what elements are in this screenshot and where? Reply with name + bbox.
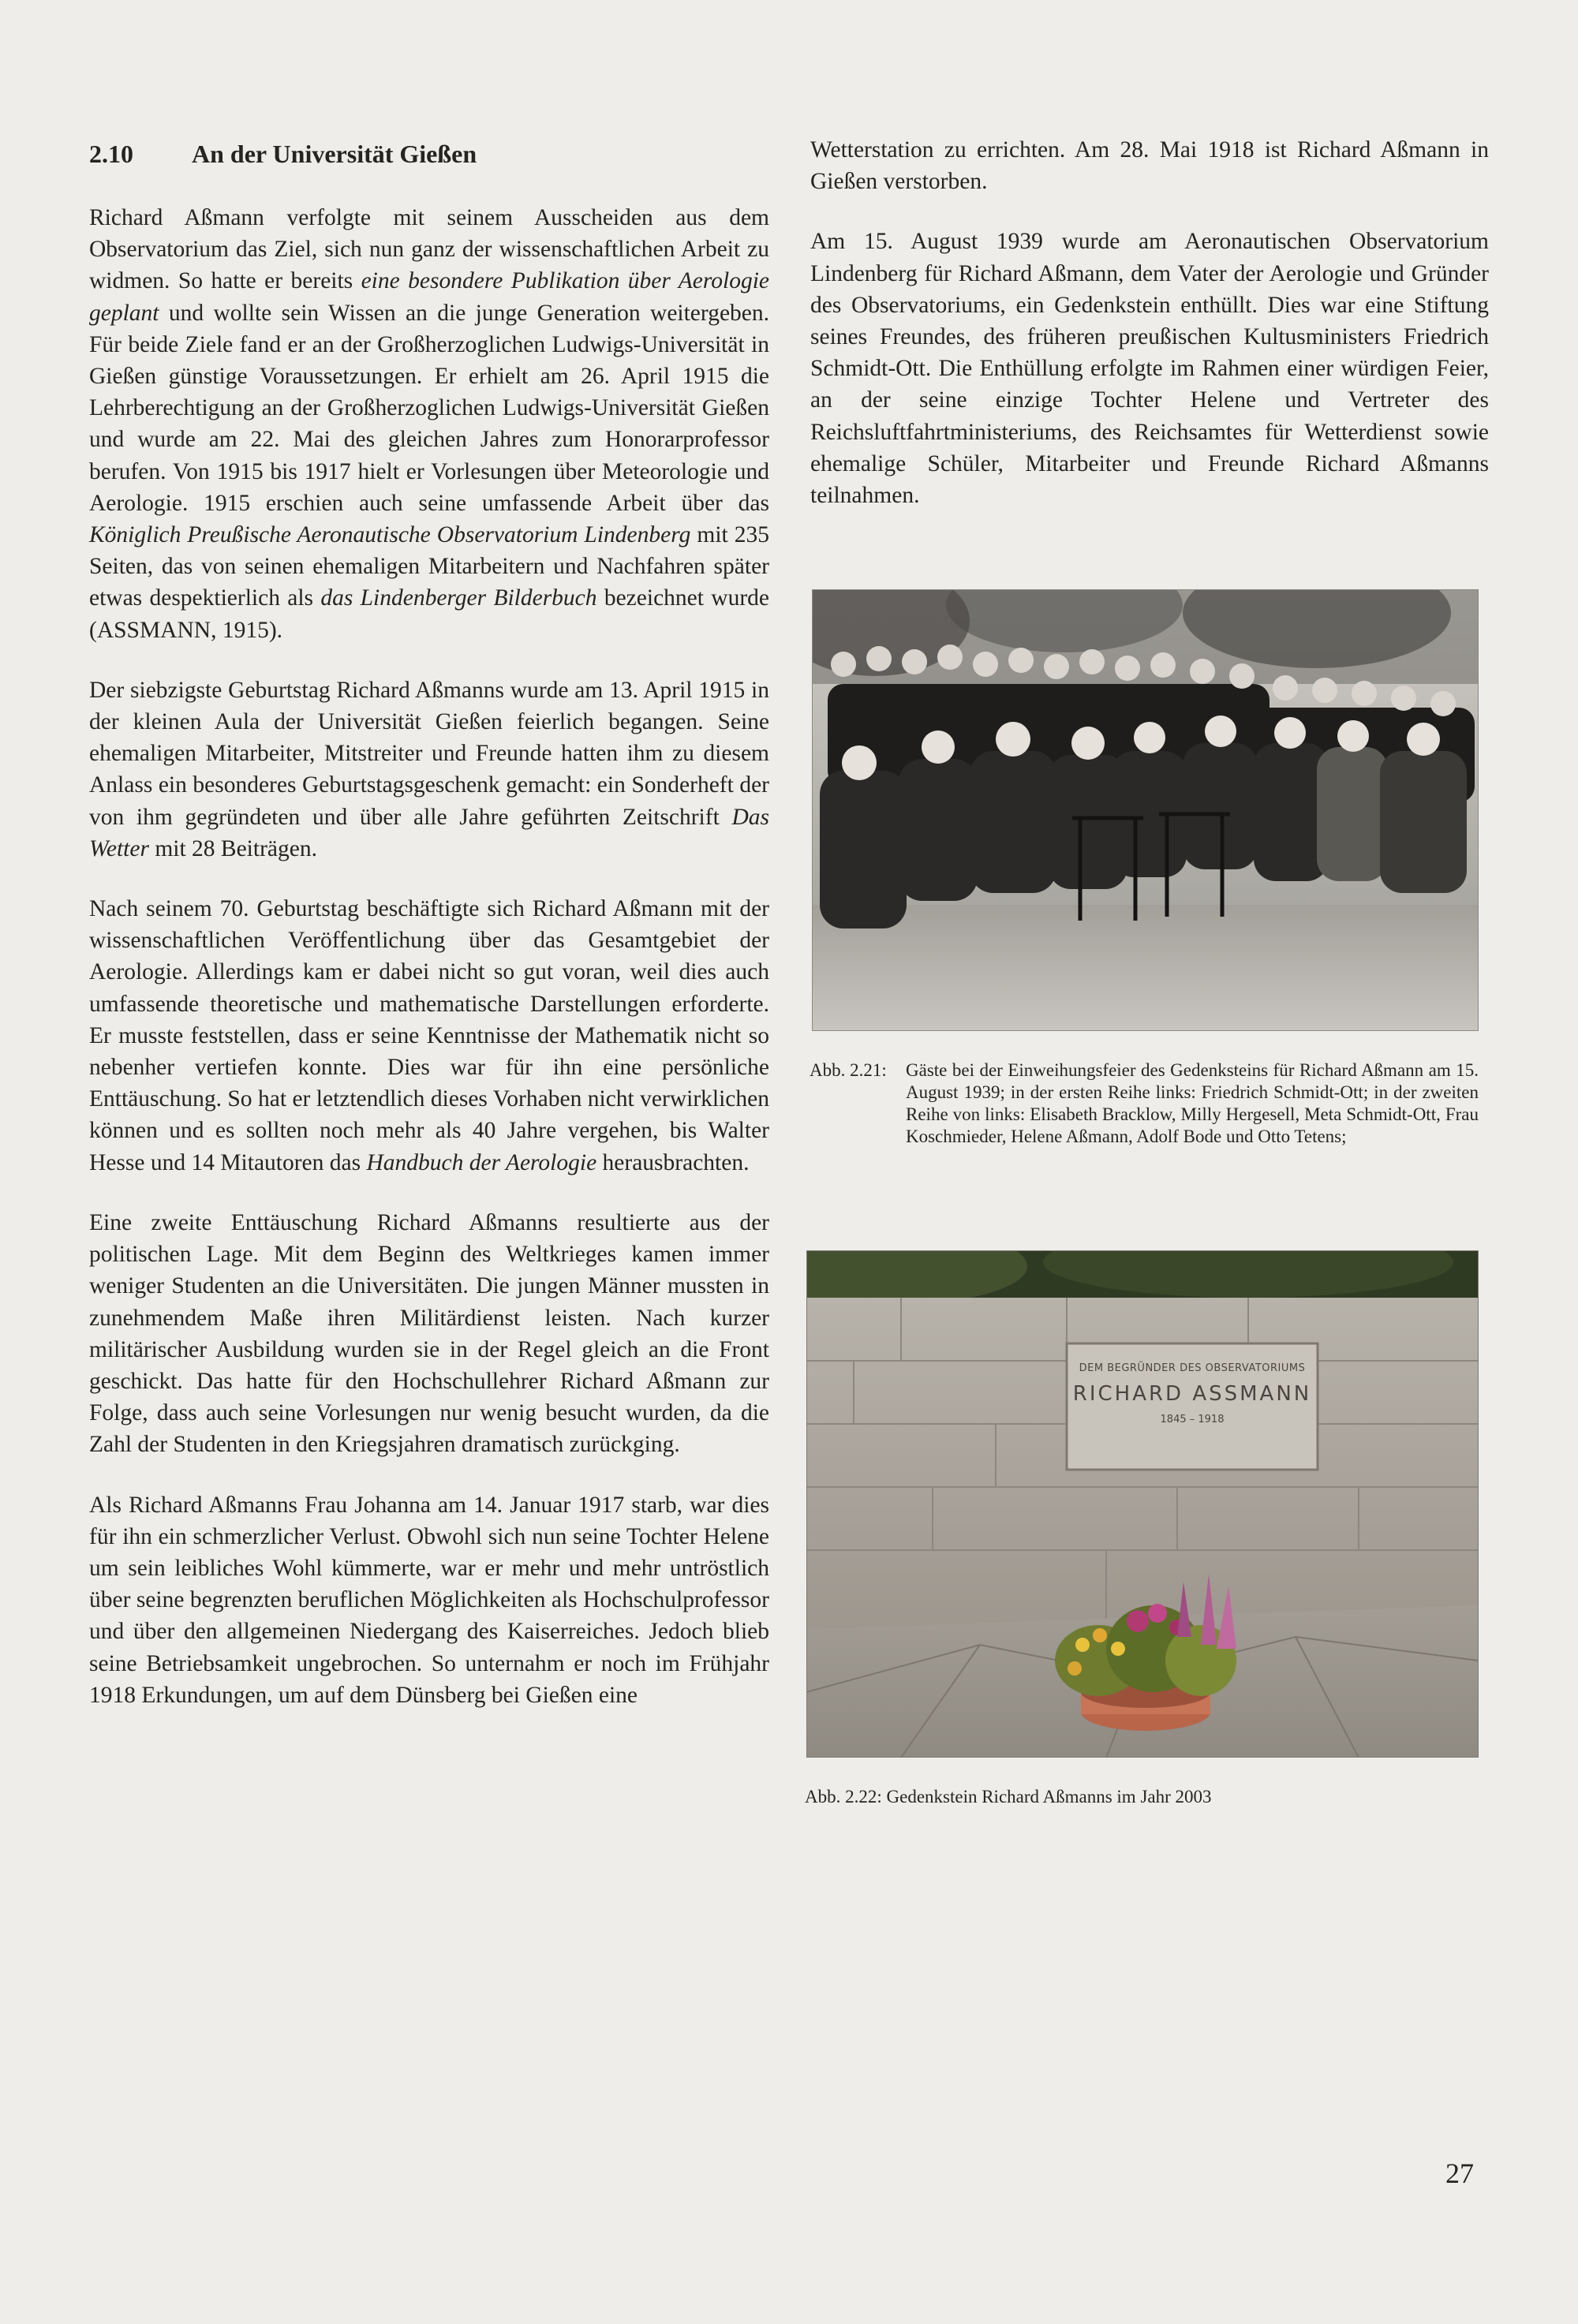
section-title: An der Universität Gießen — [192, 140, 477, 168]
figure-label: Abb. 2.22: — [805, 1787, 882, 1807]
paragraph: Nach seinem 70. Geburtstag beschäftigte sich Richard Aßmann mit der wissenschaftlichen Veröffentlichung über das Gesamtgebiet der Aerologie. Allerdings kam er dabei nicht so gut voran, weil dies auch umfassende theoretische und mathematische Darstellungen erforderte. Er musste feststellen, dass er seine Kenntnisse der Mathematik nicht so nebenher vertiefen konnte. Dies war für ihn eine persönliche Enttäuschung. So hat er letztendlich dieses Vorhaben nicht verwirklichen können und es sollten noch mehr als 40 Jahre vergehen, bis Walter Hesse und 14 Mitautoren das Handbuch der Aerologie herausbrachten. — [89, 896, 769, 1175]
caption-text: Gäste bei der Einweihungsfeier des Gedenksteins für Richard Aßmann am 15. August 1939; in der ersten Reihe links: Friedrich Schmidt-Ott; in der zweiten Reihe von links: Elisabeth Bracklow, Milly Hergesell, Meta Schmidt-Ott, Frau Koschmieder, Helene Aßmann, Adolf Bode und Otto Tetens; — [906, 1060, 1479, 1146]
paragraph: Richard Aßmann verfolgte mit seinem Ausscheiden aus dem Observatorium das Ziel, sich nun ganz der wissenschaftlichen Arbeit zu widmen. So hatte er bereits eine besondere Publikation über Aerologie geplant und wollte sein Wissen an die junge Generation weitergeben. Für beide Ziele fand er an der Großherzoglichen Ludwigs-Universität in Gießen günstige Voraussetzungen. Er erhielt am 26. April 1915 die Lehrberechtigung an der Großherzoglichen Ludwigs-Universität Gießen und wurde am 22. Mai des gleichen Jahres zum Honorarprofessor berufen. Von 1915 bis 1917 hielt er Vorlesungen über Meteorologie und Aerologie. 1915 erschien auch seine umfassende Arbeit über das Königlich Preußische Aeronautische Observatorium Lindenberg mit 235 Seiten, das von seinen ehemaligen Mitarbeitern und Nachfahren später etwas despektierlich als das Lindenberger Bilderbuch bezeichnet wurde (ASSMANN, 1915). — [89, 205, 770, 643]
left-column — [89, 134, 769, 1711]
plaque-line-1: DEM BEGRÜNDER DES OBSERVATORIUMS — [1079, 1362, 1306, 1374]
paragraph: Der siebzigste Geburtstag Richard Aßmanns wurde am 13. April 1915 in der kleinen Aula der Universität Gießen feierlich begangen. Seine ehemaligen Mitarbeiter, Mitstreiter und Freunde hatten ihm zu diesem Anlass ein besonderes Geburtstagsgeschenk gemacht: ein Sonderheft der von ihm gegründeten und über alle Jahre geführten Zeitschrift Das Wetter mit 28 Beiträgen. — [89, 677, 769, 861]
ceremony-photo — [812, 589, 1479, 1031]
plaque-inscription — [1067, 1343, 1318, 1470]
figure-label: Abb. 2.21: — [810, 1060, 887, 1080]
section-number: 2.10 — [89, 140, 133, 168]
page-number: 27 — [1445, 2158, 1474, 2189]
section-heading — [89, 134, 769, 174]
memorial-stone-photo — [806, 1250, 1479, 1758]
paragraph: Eine zweite Enttäuschung Richard Aßmanns resultierte aus der politischen Lage. Mit dem Beginn des Weltkrieges kamen immer weniger Studenten an die Universitäten. Die jungen Männer mussten in zunehmendem Maße ihren Militärdienst leisten. Nach kurzer militärischer Ausbildung wurden sie in der Regel gleich an die Front geschickt. Das hatte für den Hochschullehrer Richard Aßmann zur Folge, dass auch seine Vorlesungen nur wenig besucht wurden, da die Zahl der Studenten in den Kriegsjahren dramatisch zurückging. — [89, 1209, 769, 1458]
caption-text: Gedenkstein Richard Aßmanns im Jahr 2003 — [886, 1787, 1212, 1807]
paragraph: Als Richard Aßmanns Frau Johanna am 14. Januar 1917 starb, war dies für ihn ein schmerzlicher Verlust. Obwohl sich nun seine Tochter Helene um sein leibliches Wohl kümmerte, war er mehr und mehr untröstlich über seine begrenzten beruflichen Möglichkeiten als Hochschulprofessor und über den allgemeinen Niedergang des Kaiserreiches. Jedoch blieb seine Betriebsamkeit ungebrochen. So unternahm er noch im Frühjahr 1918 Erkundungen, um auf dem Dünsberg bei Gießen eine — [89, 1492, 769, 1708]
paragraph: Am 15. August 1939 wurde am Aeronautischen Observatorium Lindenberg für Richard Aßmann, dem Vater der Aerologie und Gründer des Observatoriums, ein Gedenkstein enthüllt. Dies war eine Stiftung seines Freundes, des früheren preußischen Kultusministers Friedrich Schmidt-Ott. Die Enthüllung erfolgte im Rahmen einer würdigen Feier, an der seine einzige Tochter Helene und Vertreter des Reichsluftfahrtministeriums, des Reichsamtes für Wetterdienst sowie ehemalige Schüler, Mitarbeiter und Freunde Richard Aßmanns teilnahmen. — [810, 229, 1489, 509]
figure-caption — [805, 1786, 1483, 1808]
plaque-line-3: 1845 – 1918 — [1160, 1414, 1225, 1425]
figure-caption — [810, 1059, 1485, 1148]
paragraph: Wetterstation zu errichten. Am 28. Mai 1918 ist Richard Aßmann in Gießen verstorben. — [810, 137, 1489, 195]
plaque-line-2: RICHARD ASSMANN — [1072, 1382, 1312, 1406]
right-column — [810, 134, 1489, 540]
